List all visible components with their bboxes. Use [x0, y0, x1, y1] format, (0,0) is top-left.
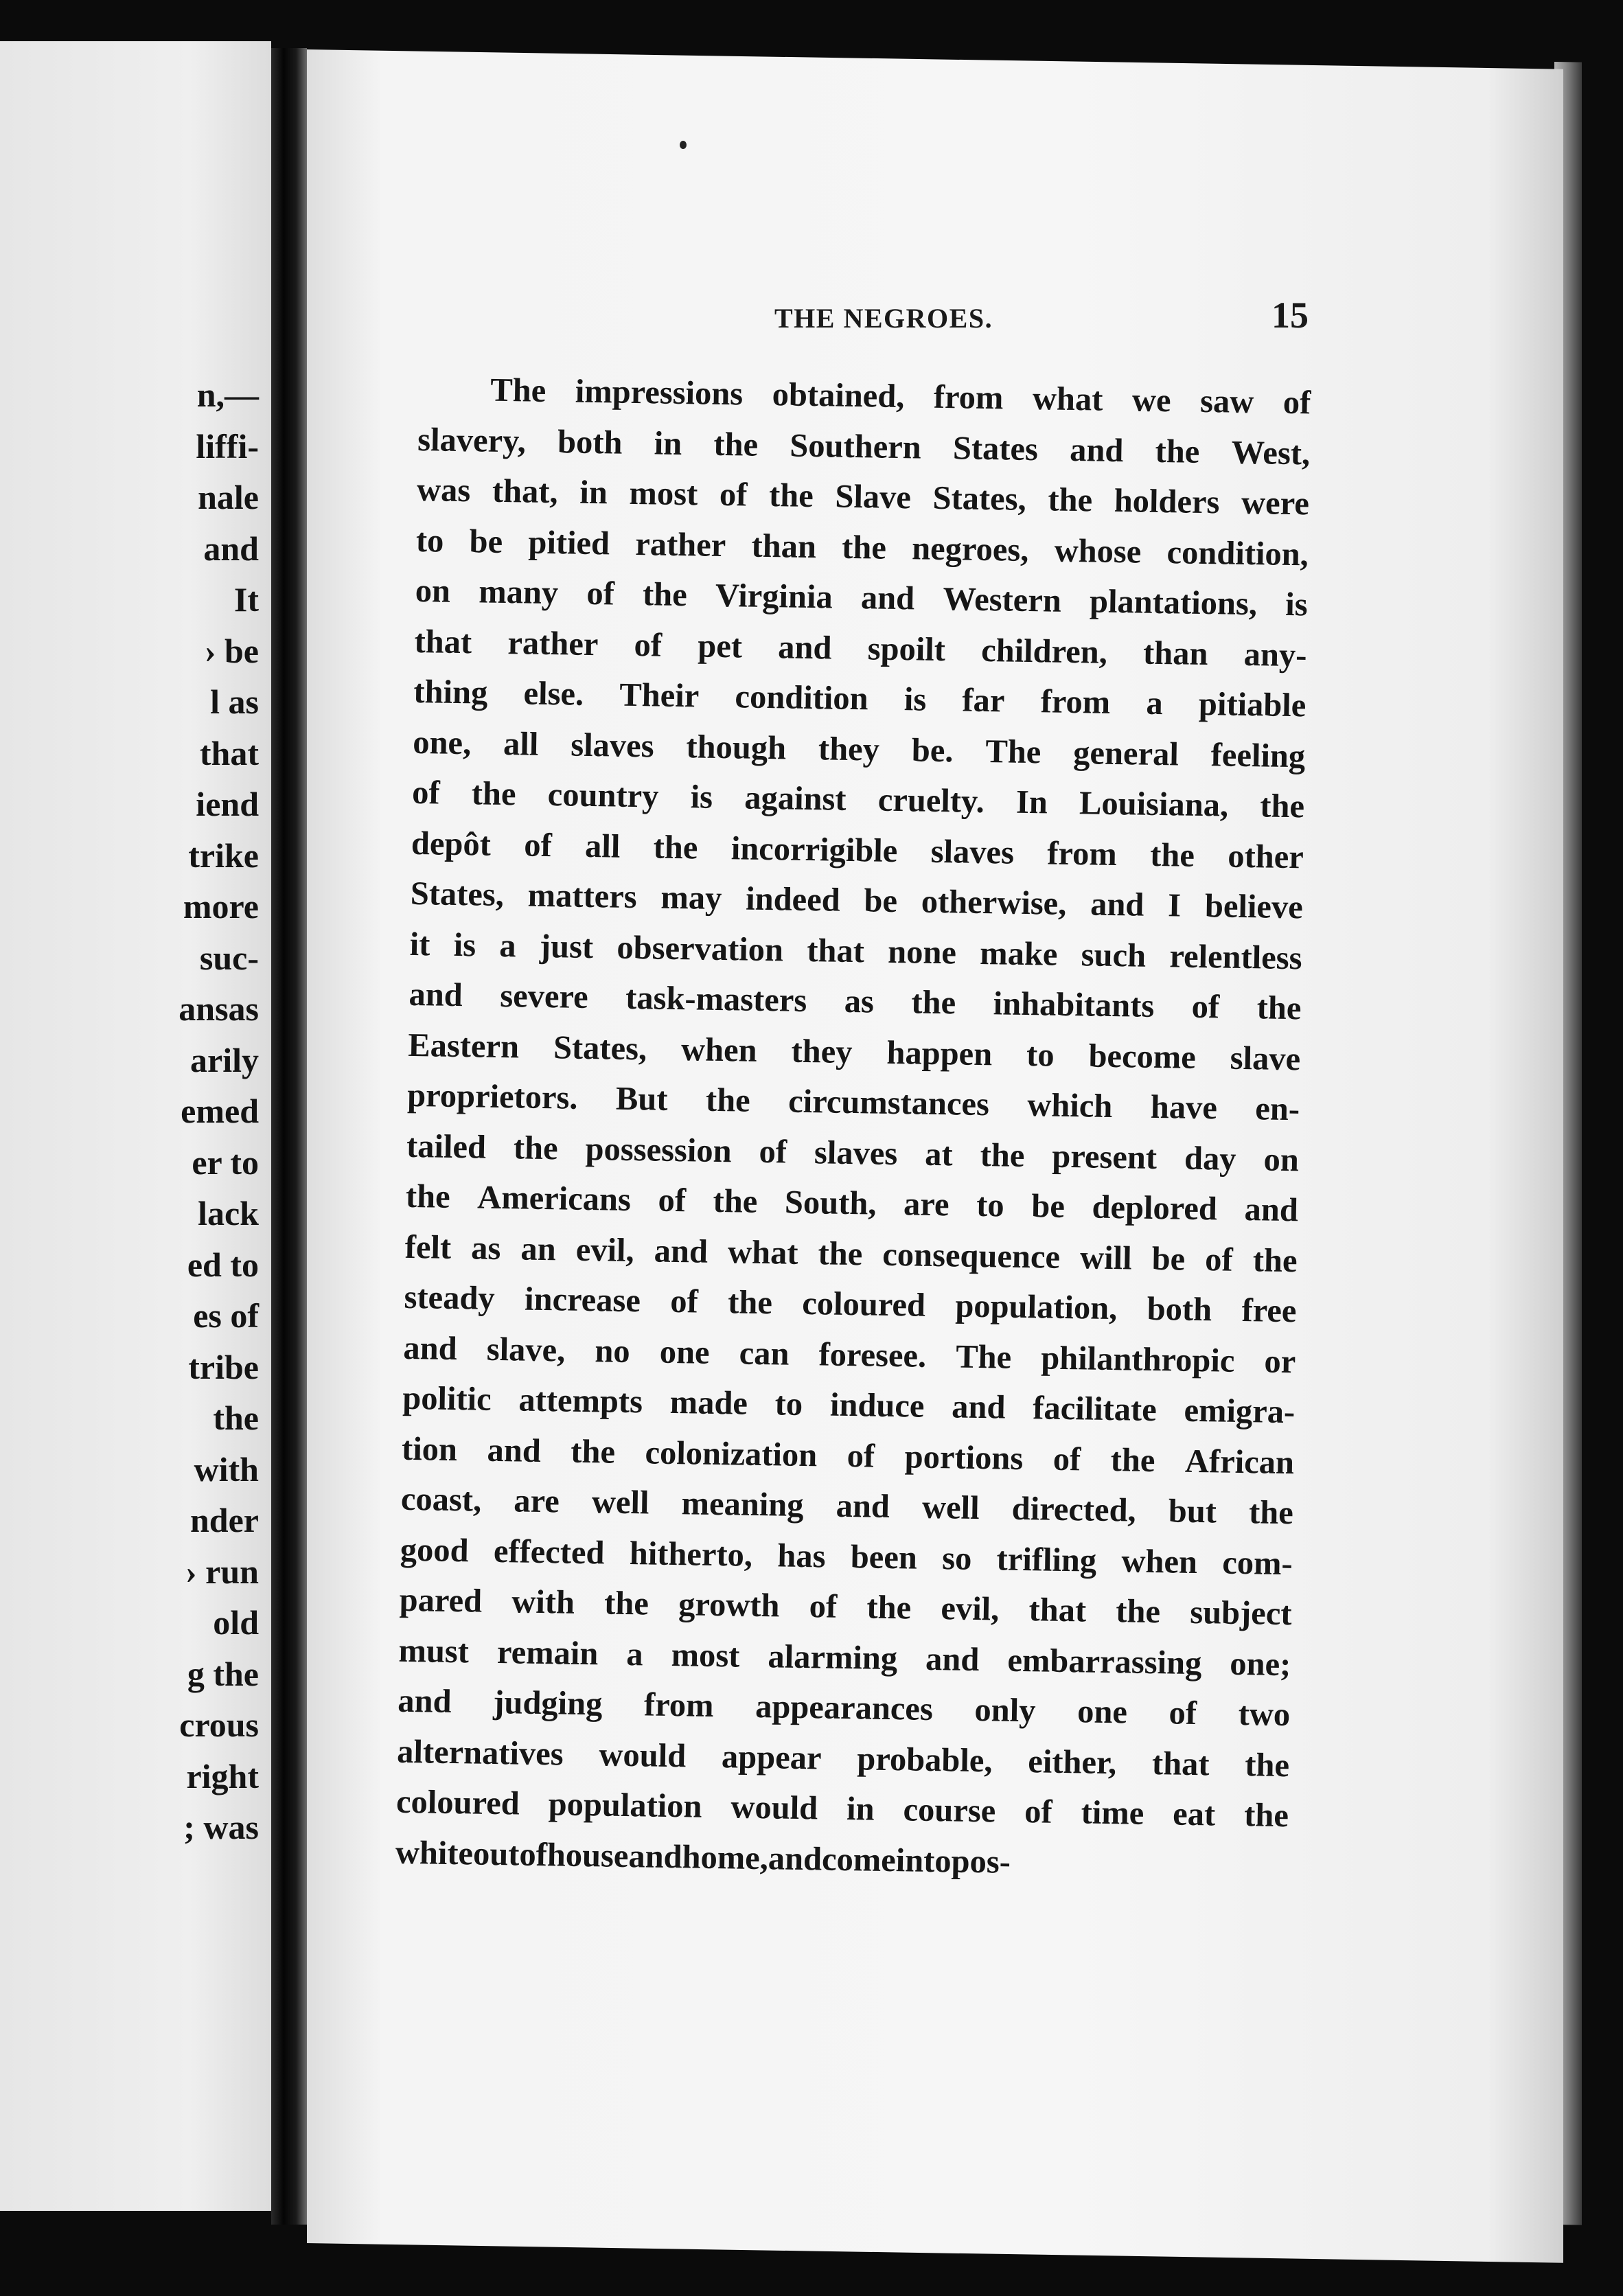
left-page-line: and — [203, 529, 259, 568]
left-page-line: with — [194, 1449, 259, 1489]
left-page-line: es of — [193, 1296, 259, 1335]
text-line: was that, in most of the Slave States, the holders were — [416, 471, 1310, 523]
left-page-line: l as — [210, 682, 259, 721]
left-page-line: ; was — [183, 1808, 259, 1846]
text-line: and severe task-masters as the inhabitants of the — [408, 976, 1302, 1027]
text-line: to be pitied rather than the negroes, whose condition, — [415, 522, 1309, 573]
text-line: the Americans of the South, are to be deplored and — [405, 1178, 1299, 1229]
left-page-line: ansas — [179, 989, 259, 1028]
left-page-line: more — [183, 887, 259, 926]
left-page-text — [179, 369, 259, 1853]
text-line: steady increase of the coloured population, both free — [404, 1278, 1297, 1330]
text-line: tion and the colonization of portions of the African — [401, 1430, 1295, 1481]
text-line: The impressions obtained, from what we saw of — [490, 371, 1311, 422]
left-page-line: It — [233, 580, 259, 619]
left-page-line: n,— — [196, 376, 259, 414]
text-line: Eastern States, when they happen to become slave — [408, 1026, 1301, 1077]
page-number: 15 — [1271, 295, 1309, 336]
left-page-line: › run — [185, 1552, 259, 1591]
left-page-line: lack — [198, 1194, 259, 1232]
left-page-line: emed — [181, 1092, 259, 1130]
text-line: of the country is against cruelty. In Louisiana, the — [411, 774, 1305, 825]
left-page-line: liffi- — [196, 426, 259, 466]
left-page-line: trike — [188, 836, 259, 875]
text-line: pared with the growth of the evil, that the subject — [399, 1581, 1292, 1633]
left-page-line: iend — [196, 785, 259, 823]
left-page-line: arily — [190, 1040, 259, 1079]
text-line: white out of house and home, and come into pos- — [395, 1834, 1011, 1881]
text-line: alternatives would appear probable, either, that the — [396, 1733, 1290, 1784]
left-page-line: g the — [187, 1654, 259, 1693]
left-page-line: ed to — [187, 1245, 259, 1284]
left-page — [0, 41, 271, 2211]
running-head: THE NEGROES. — [774, 303, 993, 334]
text-line: tailed the possession of slaves at the present day on — [406, 1127, 1300, 1178]
text-line: slavery, both in the Southern States and the West, — [417, 421, 1311, 472]
text-line: on many of the Virginia and Western plantations, is — [415, 572, 1309, 623]
left-page-line: nale — [198, 478, 259, 516]
text-line: States, matters may indeed be otherwise, and I believe — [410, 875, 1304, 926]
ink-speck — [680, 141, 687, 149]
text-line: coloured population would in course of time eat the — [395, 1783, 1289, 1835]
text-line: coast, are well meaning and well directed, but the — [400, 1480, 1294, 1532]
left-page-line: tribe — [188, 1347, 259, 1386]
text-line: one, all slaves though they be. The general feeling — [412, 724, 1306, 774]
text-line: felt as an evil, and what the consequence will be of the — [404, 1228, 1298, 1279]
text-line: thing else. Their condition is far from a pitiable — [413, 673, 1307, 724]
text-line: it is a just observation that none make such relentless — [409, 926, 1302, 976]
left-page-line: nder — [190, 1501, 259, 1539]
body-text — [395, 364, 1311, 1892]
text-line: good effected hitherto, has been so trifling when com- — [400, 1531, 1293, 1582]
left-page-line: suc- — [199, 938, 259, 977]
left-page-line: old — [213, 1603, 259, 1642]
text-line: must remain a most alarming and embarrassing one; — [398, 1632, 1291, 1683]
left-page-line: er to — [192, 1143, 259, 1182]
left-page-line: the — [213, 1399, 259, 1437]
book-gutter — [271, 48, 307, 2225]
text-line: proprietors. But the circumstances which have en- — [406, 1077, 1300, 1128]
left-page-line: right — [186, 1756, 259, 1795]
left-page-line: crous — [179, 1706, 259, 1744]
text-line: politic attempts made to induce and facilitate emigra- — [402, 1379, 1296, 1431]
text-line: and judging from appearances only one of two — [397, 1682, 1291, 1734]
text-line: depôt of all the incorrigible slaves from the other — [411, 825, 1304, 875]
left-page-line: that — [199, 733, 259, 772]
left-page-line: › be — [204, 631, 259, 670]
text-line: and slave, no one can foresee. The philanthropic or — [403, 1329, 1296, 1380]
text-line: that rather of pet and spoilt children, than any- — [414, 623, 1307, 674]
